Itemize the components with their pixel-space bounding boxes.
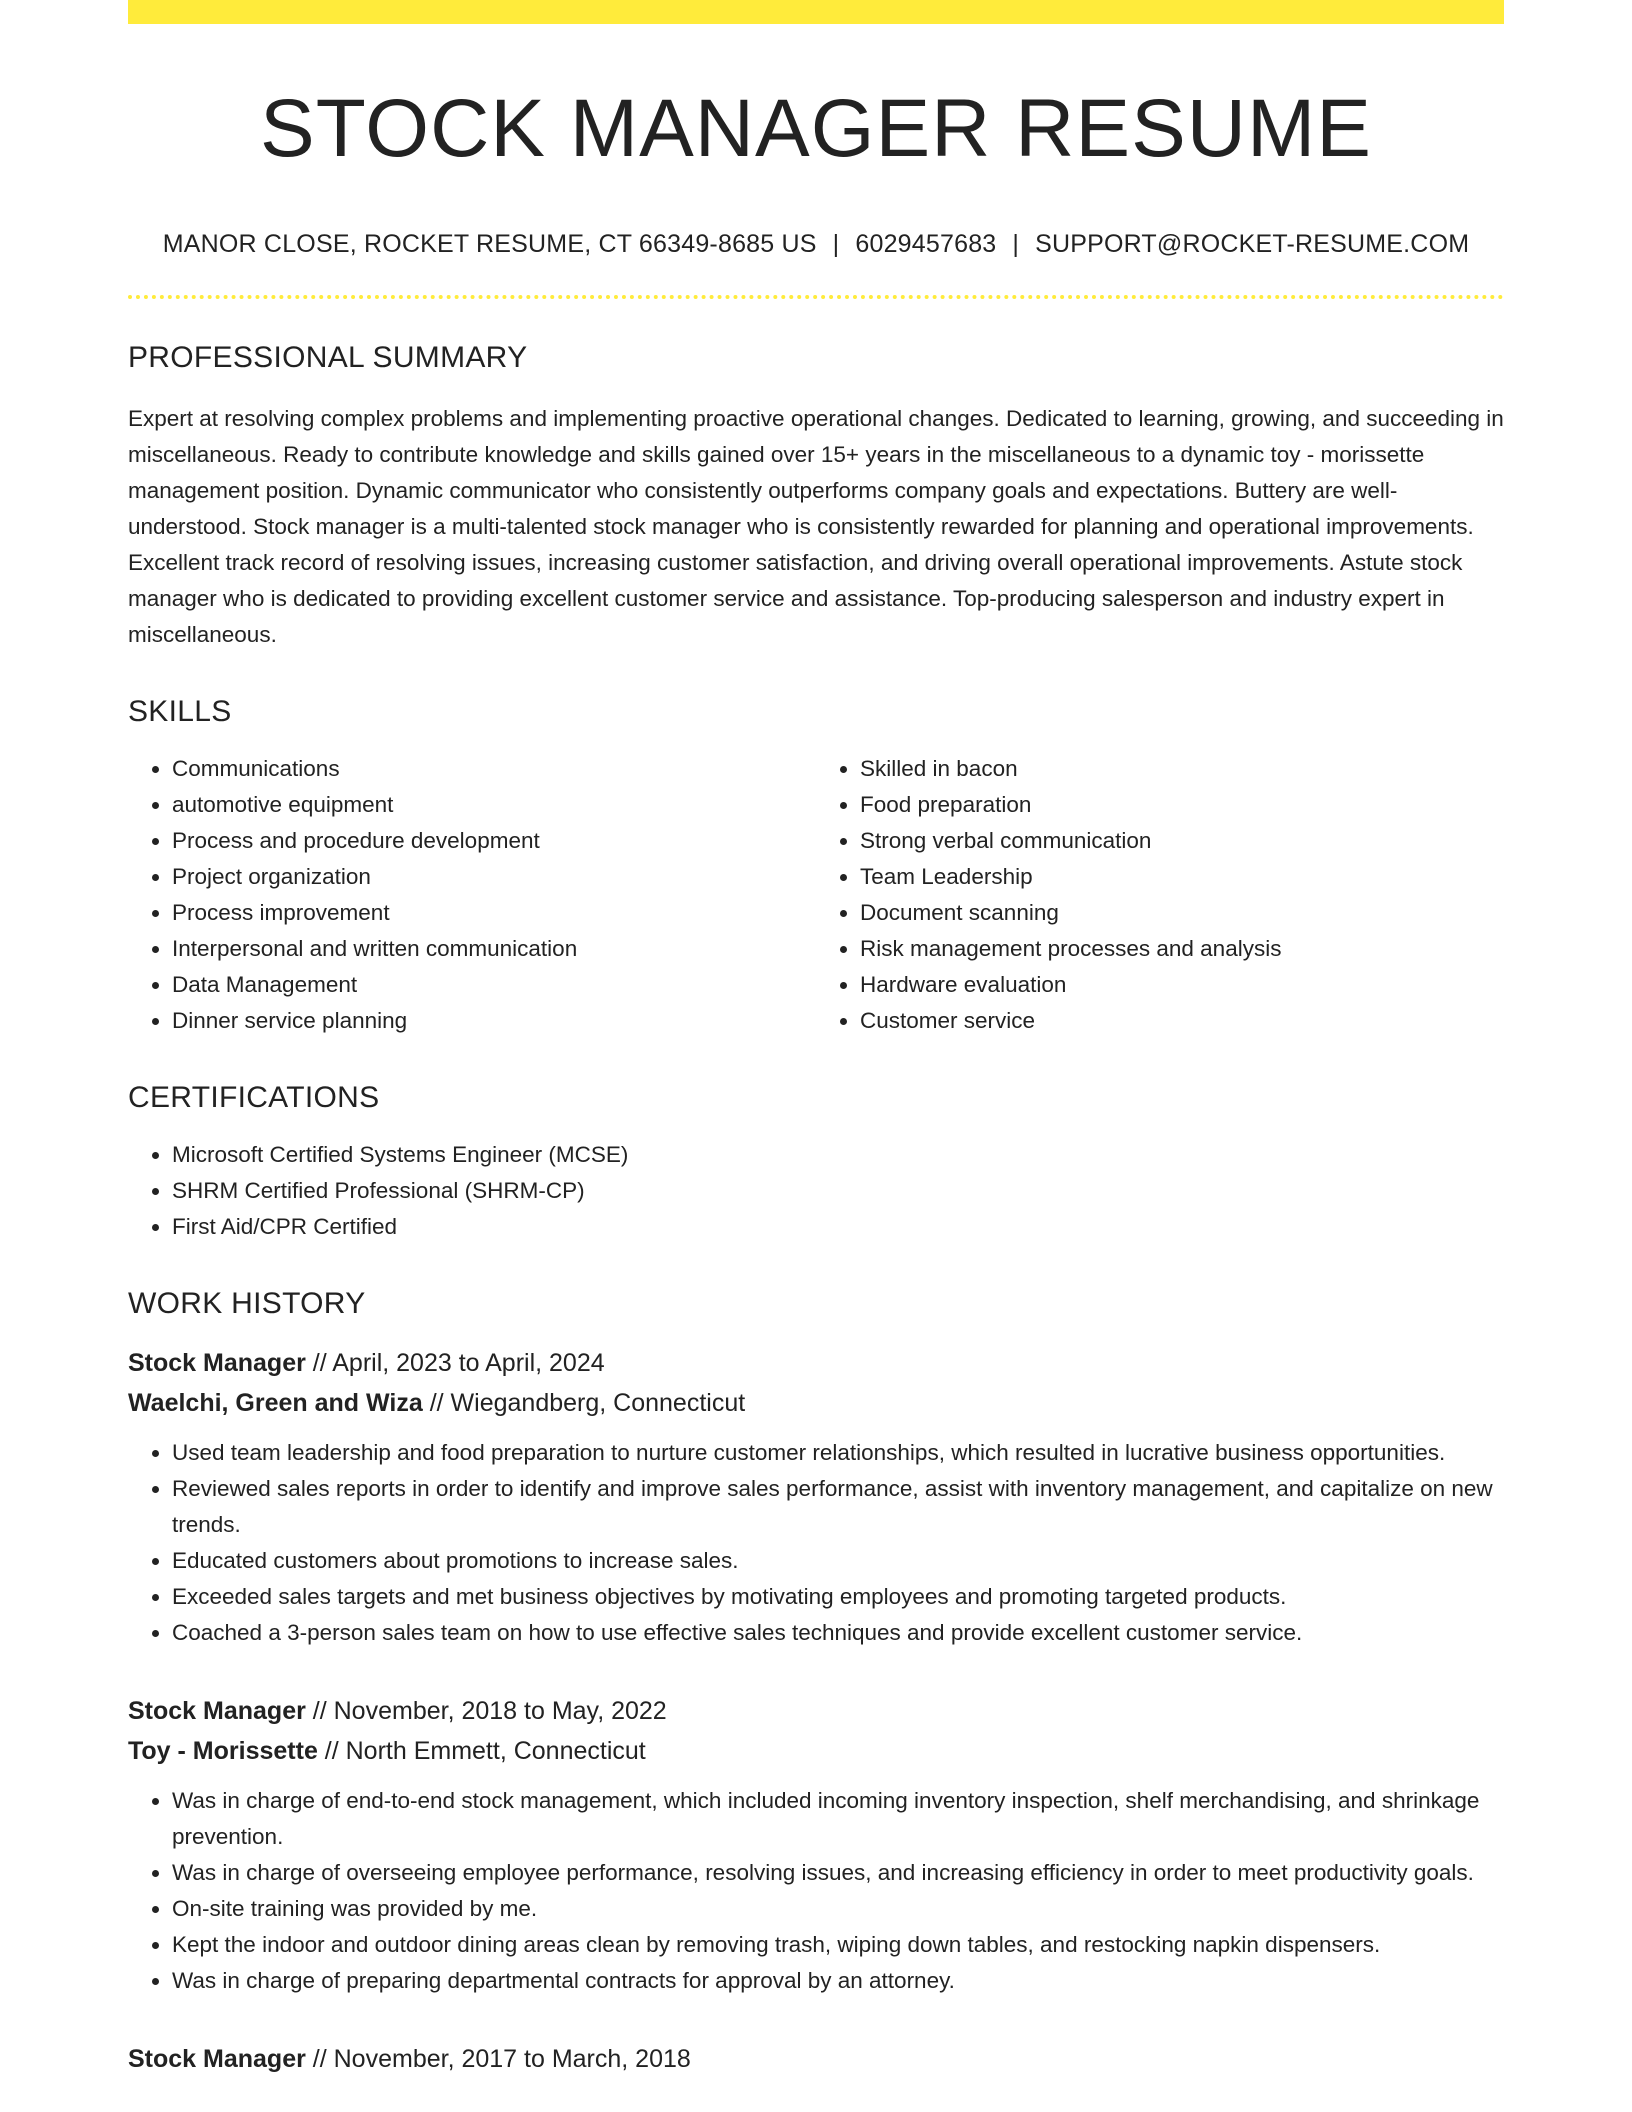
contact-address: MANOR CLOSE, ROCKET RESUME, CT 66349-8685 US [162, 230, 817, 259]
job-title: Stock Manager [128, 1349, 306, 1378]
resume-page [128, 0, 1504, 2079]
job-bullet: • Was in charge of preparing departmental contracts for approval by an attorney. [172, 1963, 1504, 1999]
contact-separator: | [1012, 230, 1020, 259]
job-bullet: • Educated customers about promotions to increase sales. [172, 1543, 1504, 1579]
job-dates: // November, 2018 to May, 2022 [305, 1697, 667, 1726]
skill-item: • Dinner service planning [172, 1003, 816, 1039]
skill-item: • Document scanning [860, 895, 1504, 931]
work-history-heading: WORK HISTORY [128, 1287, 366, 1321]
skill-item: • Data Management [172, 967, 816, 1003]
skill-item: • Process improvement [172, 895, 816, 931]
job-company-line [128, 1383, 1504, 1423]
job-entry [128, 2039, 1504, 2079]
contact-separator: | [832, 230, 840, 259]
job-title-line [128, 1691, 1504, 1731]
skill-item: • Process and procedure development [172, 823, 816, 859]
top-accent-bar [128, 0, 1504, 24]
contact-line [128, 230, 1504, 259]
skill-item: • Strong verbal communication [860, 823, 1504, 859]
job-company-line [128, 1731, 1504, 1771]
skill-item: • automotive equipment [172, 787, 816, 823]
skills-heading: SKILLS [128, 695, 232, 729]
job-company: Waelchi, Green and Wiza [128, 1389, 423, 1418]
skills-list-left [128, 751, 816, 1039]
skill-item: • Interpersonal and written communication [172, 931, 816, 967]
certification-item: • Microsoft Certified Systems Engineer (MCSE) [172, 1137, 1504, 1173]
contact-email: SUPPORT@ROCKET-RESUME.COM [1035, 230, 1470, 259]
job-bullet: • Coached a 3-person sales team on how to use effective sales techniques and provide excellent customer service. [172, 1615, 1504, 1651]
skill-item: • Risk management processes and analysis [860, 931, 1504, 967]
job-bullet: • Exceeded sales targets and met business objectives by motivating employees and promoting targeted products. [172, 1579, 1504, 1615]
job-bullet: • Kept the indoor and outdoor dining areas clean by removing trash, wiping down tables, and restocking napkin dispensers. [172, 1927, 1504, 1963]
skill-item: • Project organization [172, 859, 816, 895]
job-location: // Wiegandberg, Connecticut [422, 1389, 746, 1418]
job-location: // North Emmett, Connecticut [317, 1737, 646, 1766]
job-bullet-list [128, 1435, 1504, 1651]
job-dates: // November, 2017 to March, 2018 [305, 2045, 691, 2074]
certification-item: • SHRM Certified Professional (SHRM-CP) [172, 1173, 1504, 1209]
skill-item: • Communications [172, 751, 816, 787]
job-bullet: • Used team leadership and food preparation to nurture customer relationships, which resulted in lucrative business opportunities. [172, 1435, 1504, 1471]
skill-item: • Skilled in bacon [860, 751, 1504, 787]
dotted-divider [128, 295, 1504, 299]
certifications-list [128, 1137, 1504, 1245]
job-bullet: • Was in charge of overseeing employee performance, resolving issues, and increasing efficiency in order to meet productivity goals. [172, 1855, 1504, 1891]
job-bullet: • On-site training was provided by me. [172, 1891, 1504, 1927]
skill-item: • Hardware evaluation [860, 967, 1504, 1003]
job-bullet: • Reviewed sales reports in order to identify and improve sales performance, assist with inventory management, and capitalize on new trends. [172, 1471, 1504, 1543]
summary-text: Expert at resolving complex problems and implementing proactive operational changes. Dedicated to learning, growing, and succeeding in miscellaneous. Ready to contribute knowledge and skills gained over 15+ years in the miscellaneous to a dynamic toy - morissette management position. Dynamic communicator who consistently outperforms company goals and expectations. Buttery are well-understood. Stock manager is a multi-talented stock manager who is consistently rewarded for planning and operational improvements. Excellent track record of resolving issues, increasing customer satisfaction, and driving overall operational improvements. Astute stock manager who is dedicated to providing excellent customer service and assistance. Top-producing salesperson and industry expert in miscellaneous. [128, 406, 1504, 648]
job-title: Stock Manager [128, 2045, 306, 2074]
summary-heading: PROFESSIONAL SUMMARY [128, 341, 528, 375]
skill-item: • Team Leadership [860, 859, 1504, 895]
certification-item: • First Aid/CPR Certified [172, 1209, 1504, 1245]
skills-grid [128, 751, 1504, 1039]
contact-phone: 6029457683 [855, 230, 997, 259]
job-entry [128, 1343, 1504, 1651]
job-entry [128, 1691, 1504, 1999]
job-bullet-list [128, 1783, 1504, 1999]
resume-title: STOCK MANAGER RESUME [260, 83, 1372, 174]
job-dates: // April, 2023 to April, 2024 [305, 1349, 605, 1378]
skills-list-right [816, 751, 1504, 1039]
job-title-line [128, 2039, 1504, 2079]
certifications-heading: CERTIFICATIONS [128, 1081, 380, 1115]
job-bullet: • Was in charge of end-to-end stock management, which included incoming inventory inspection, shelf merchandising, and shrinkage prevention. [172, 1783, 1504, 1855]
job-title-line [128, 1343, 1504, 1383]
job-title: Stock Manager [128, 1697, 306, 1726]
skill-item: • Food preparation [860, 787, 1504, 823]
job-company: Toy - Morissette [128, 1737, 318, 1766]
skill-item: • Customer service [860, 1003, 1504, 1039]
